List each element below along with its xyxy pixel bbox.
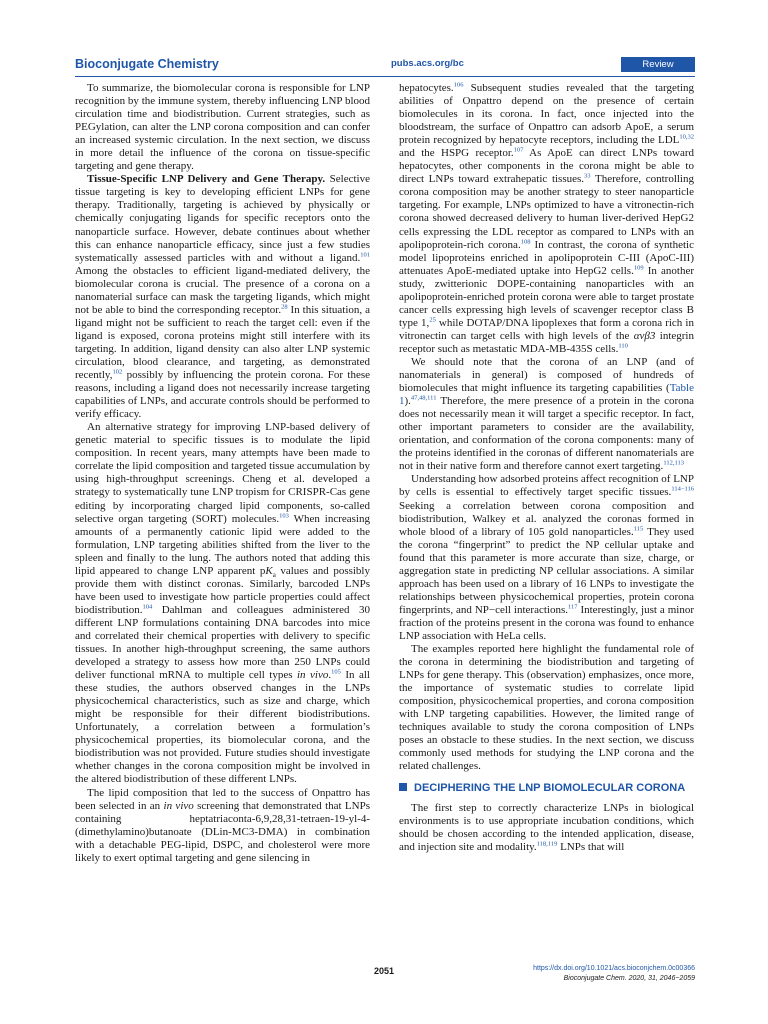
reference-link[interactable]: 105 — [331, 668, 341, 676]
paragraph: hepatocytes.$^{106}$ Subsequent studies revealed that the targeting abilities of Onpattro depend on the presence of certain biomolecules in its corona. In fact, once injected into the bloodstream, the surface of Onpattro can adsorb ApoE, a serum protein recognized by hepatocyte receptors, including the LDL$^{10,32}$ and the HSPG receptor.$^{107}$ As ApoE can direct LNPs toward hepatocytes, other components in the corona might be able to direct LNPs toward extrahepatic tissues.$^{33}$ Therefore, controlling corona composition may be another strategy to steer nanoparticle targeting. For example, LNPs optimized to have a vitronectin-rich corona showed decreased delivery to human liver-derived HepG2 cells expressing the LDL receptor as compared to LNPs with an apolipoprotein-rich corona.$^{108}$ In contrast, the corona of synthetic model lipoproteins enriched in apolipoprotein C-III (ApoC-III) attenuates ApoE-mediated uptake into HepG2 cells.$^{109}$ In another study, zwitterionic DOPE-containing nanoparticles with an apolipoprotein-enriched protein corona were able to target prostate cancer cells expressing high levels of scavenger receptor class B type 1,25 while DOTAP/DNA lipoplexes that form a corona rich in vitronectin can target cells with high levels of the αvβ3 integrin receptor such as metastatic MDA-MB-435S cells.$^{110}$ — [399, 81, 695, 355]
section-square-icon — [399, 783, 407, 791]
reference-link[interactable]: 108 — [520, 237, 531, 245]
right-column — [399, 82, 694, 854]
paragraph: The examples reported here highlight the fundamental role of the corona in determining the biodistribution and targeting of LNPs for gene therapy. This (observation) emphasizes, once more, the importance of systematic studies to correlate lipid composition, physicochemical properties, and corona composition with LNP targeting capabilities. However, the limited range of techniques available to study the corona composition of LNPs poses an obstacle to these studies. In the next section, we discuss commonly used methods for studying the LNP corona and the related challenges. — [399, 643, 694, 773]
reference-link[interactable]: 47,48,111 — [410, 394, 437, 402]
reference-link[interactable]: 118,119 — [536, 840, 558, 848]
reference-link[interactable]: 114−116 — [671, 485, 694, 493]
paragraph: To summarize, the biomolecular corona is responsible for LNP recognition by the immune system, thereby influencing LNP blood circulation time and biodistribution. Current strategies, such as PEGylation, can alter the LNP corona composition and can confer an increased systemic circulation. In the next section, we discuss in more detail the influence of the corona on tissue-specific targeting and gene therapy. — [75, 82, 370, 173]
reference-link[interactable]: 28 — [281, 303, 288, 311]
reference-link[interactable]: 101 — [360, 250, 370, 258]
footer-citation — [533, 964, 695, 984]
journal-citation: Bioconjugate Chem. 2020, 31, 2046−2059 — [563, 975, 695, 982]
page-number: 2051 — [373, 966, 395, 976]
doi-link[interactable]: https://dx.doi.org/10.1021/acs.bioconjchem.0c00366 — [533, 965, 695, 972]
run-in-heading: Tissue-Specific LNP Delivery and Gene Therapy. — [87, 173, 326, 186]
paragraph: We should note that the corona of an LNP (and of nanomaterials in general) is composed of hundreds of biomolecules that might influence its targeting capabilities (Table 1).$^{47,48,111}$ Therefore, the mere presence of a protein in the corona does not necessarily mean it will target a specific receptor. In fact, other important parameters to consider are the availability, orientation, and conformation of the corona components: many of the proteins identified in the coronas of different nanomaterials are not in their native form and therefore cannot exert targeting.$^{112,113}$ — [399, 355, 694, 473]
page-header — [75, 57, 695, 75]
reference-link[interactable]: 117 — [568, 603, 578, 611]
table-link[interactable]: Table 1 — [399, 382, 694, 408]
journal-url[interactable]: pubs.acs.org/bc — [391, 58, 464, 69]
article-type-badge: Review — [621, 57, 695, 72]
reference-link[interactable]: 102 — [112, 368, 123, 376]
header-rule — [75, 76, 695, 77]
reference-link[interactable]: 104 — [142, 603, 153, 611]
paragraph: The first step to correctly characterize LNPs in biological environments is to use appropriate incubation conditions, which should be chosen according to the intended application, disease, and injection site and modality.$^{118,119}$ LNPs that will — [399, 801, 694, 853]
reference-link[interactable]: 109 — [633, 264, 644, 271]
paragraph: Understanding how adsorbed proteins affect recognition of LNP by cells is essential to effectively target specific tissues.$^{114-116}$ Seeking a correlation between corona composition and biodistribution, Walkey et al. analyzed the coronas formed in whole blood of a library of 105 gold nanoparticles.$^{115}$ They used the corona “fingerprint” to predict the NP cellular uptake and found that this parameter is more accurate than size, charge, or aggregation state in predicting NP cellular associations. A similar approach has been used on a library of 16 LNPs to investigate the relationships between physicochemical properties, protein corona fingerprints, and NP−cell interactions.$^{117}$ Interestingly, just a minor fraction of the proteins present in the corona was found to enhance LNP association with HeLa cells. — [399, 473, 694, 642]
paragraph: An alternative strategy for improving LNP-based delivery of genetic material to specific tissues is to modulate the lipid composition. In recent years, many attempts have been made to correlate the lipid composition and targeted tissue accumulation by using high-throughput screenings. Cheng et al. developed a strategy to systematically tune LNP tropism for CRISPR-Cas gene editing by incorporating charged lipid components, so-called selective organ targeting (SORT) molecules.$^{103}$ When increasing amounts of a permanently cationic lipid were added to the formulation, LNP targeting abilities shifted from the liver to the spleen and finally to the lung. The authors noted that adding this lipid appeared to change LNP apparent $pK_a$ values and possibly provide them with distinct coronas. Similarly, barcoded LNPs have been used to investigate how particle properties could affect biodistribution.$^{104}$ Dahlman and colleagues administered 30 different LNP formulations containing DNA barcodes into mice and correlated their chemical properties with delivery to specific tissues. In another high-throughput screening, the same authors developed a strategy to assess how more than 250 LNPs could deliver functional mRNA to multiple cell types in vivo.$^{105}$ In all these studies, the authors observed changes in the LNPs physicochemical characteristics, such as size and charge, which might be responsible for their different biodistributions. Unfortunately, a correlation between a formulation’s physicochemical properties, its biomolecular corona, and the biodistribution was not provided. Future studies should investigate whether changes in the corona composition might be involved in the altered biodistribution of these different LNPs. — [75, 421, 370, 786]
journal-name[interactable]: Bioconjugate Chemistry — [75, 57, 219, 71]
section-heading: DECIPHERING THE LNP BIOMOLECULAR CORONA — [399, 782, 694, 795]
reference-link[interactable]: 110 — [618, 342, 628, 350]
reference-link[interactable]: 112,113 — [663, 459, 684, 467]
reference-link[interactable]: 103 — [279, 511, 289, 519]
reference-link[interactable]: 25 — [429, 316, 436, 324]
reference-link[interactable]: 115 — [633, 524, 644, 532]
paragraph: The lipid composition that led to the success of Onpattro has been selected in an in vivo screening that demonstrated that LNPs containing heptatriaconta-6,9,28,31-tetraen-19-yl-4-(dimethylamino)butanoate (DLin-MC3-DMA) in combination with a detachable PEG-lipid, DSPC, and cholesterol were more likely to exert optimal targeting and gene silencing in — [75, 786, 370, 864]
reference-link[interactable]: 107 — [513, 146, 524, 154]
reference-link[interactable]: 33 — [584, 172, 591, 180]
paragraph: Tissue-Specific LNP Delivery and Gene Therapy. Selective tissue targeting is key to developing efficient LNPs for gene therapy. Traditionally, targeting is achieved by physically or chemically conjugating ligands for specific receptors onto the nanoparticle surface. However, debate continues about whether this can enhance nanoparticle efficacy, since just a few studies systematically assessed particles with and without a ligand.$^{101}$ Among the obstacles to efficient ligand-mediated delivery, the biomolecular corona is crucial. The presence of a corona on a nanomaterial surface can mask the targeting ligands, which might not be able to bind the corresponding receptor.$^{28}$ In this situation, a ligand might not be sufficient to reach the target cell: even if the ligand is exposed, corona proteins might still interfere with its targeting. In addition, ligand density can also alter LNP systemic circulation, blood clearance, and targeting, as demonstrated recently,$^{102}$ possibly by influencing the protein corona. For these reasons, including a ligand does not necessarily increase targeting capabilities of LNPs, and accurate controls should be performed to verify efficacy. — [75, 173, 370, 421]
left-column — [75, 82, 370, 865]
reference-link[interactable]: 10,32 — [679, 133, 694, 141]
reference-link[interactable]: 106 — [453, 81, 464, 89]
